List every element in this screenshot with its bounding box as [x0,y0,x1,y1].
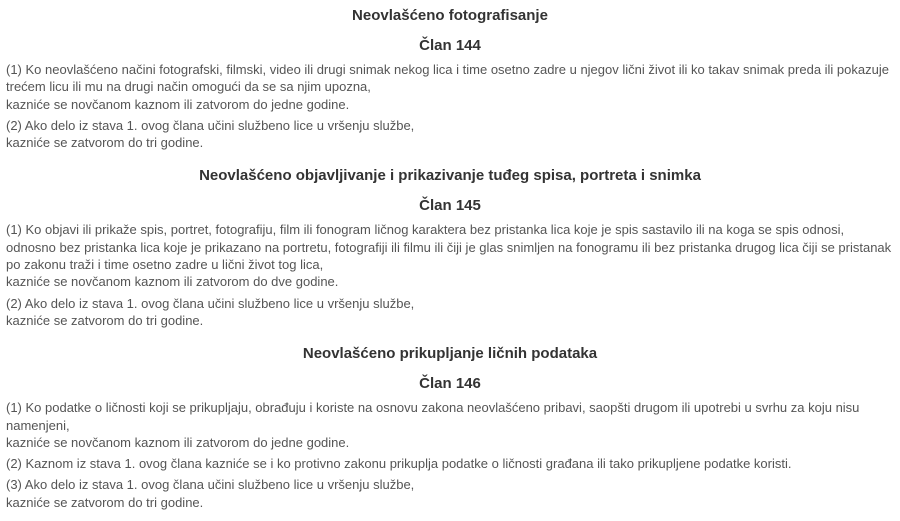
article-paragraph [6,476,894,511]
article-number: Član 145 [419,197,481,215]
paragraph-line: (3) Ako delo iz stava 1. ovog člana učini službeno lice u vršenju službe, [6,477,415,493]
article-paragraph [6,221,894,290]
paragraph-line: (2) Kaznom iz stava 1. ovog člana kazniće se i ko protivno zakonu prikuplja podatke o ličnosti građana ili tako prikupljene podatke koristi. [6,456,792,472]
article-paragraph [6,295,894,330]
paragraph-line: (1) Ko podatke o ličnosti koji se prikupljaju, obrađuju i koriste na osnovu zakona neovlašćeno pribavi, saopšti drugom ili upotrebi u svrhu za koju nisu namenjeni, [6,400,860,433]
article-title: Neovlašćeno fotografisanje [352,7,548,24]
paragraph-line: kazniće se novčanom kaznom ili zatvorom do jedne godine. [6,434,350,450]
article-title: Neovlašćeno prikupljanje ličnih podataka [302,345,598,363]
article-number: Član 144 [419,37,481,54]
paragraph-line: kazniće se novčanom kaznom ili zatvorom do dve godine. [6,274,339,290]
article-title: Neovlašćeno objavljivanje i prikazivanje tuđeg spisa, portreta i snimka [199,167,701,185]
article-section-144 [6,7,894,151]
article-paragraph [6,455,894,472]
article-paragraph [6,399,894,451]
paragraph-line: kazniće se zatvorom do tri godine. [6,135,204,151]
paragraph-line: kazniće se novčanom kaznom ili zatvorom do jedne godine. [6,96,350,112]
paragraph-line: (2) Ako delo iz stava 1. ovog člana učini službeno lice u vršenju službe, [6,117,415,133]
article-number: Član 146 [419,375,481,393]
paragraph-line: (2) Ako delo iz stava 1. ovog člana učini službeno lice u vršenju službe, [6,295,415,311]
article-section-145 [6,167,894,329]
paragraph-line: kazniće se zatvorom do tri godine. [6,494,204,510]
paragraph-line: (1) Ko neovlašćeno načini fotografski, filmski, video ili drugi snimak nekog lica i time osetno zadre u njegov lični život ili ko takav snimak preda ili pokazuje trećem licu ili mu na drugi način omogući da se sa njim upozna, [6,62,889,95]
article-paragraph [6,61,894,113]
paragraph-line: kazniće se zatvorom do tri godine. [6,312,204,328]
article-paragraph [6,117,894,152]
article-section-146 [6,345,894,511]
paragraph-line: (1) Ko objavi ili prikaže spis, portret, fotografiju, film ili fonogram ličnog karaktera bez pristanka lica koje je spis sastavilo ili na koga se spis odnosi, odnosno bez pristanka lica koje je prikazano na portretu, fotografiji ili filmu ili čiji je glas snimljen na fonogramu ili bez pristanka drugog lica čiji se pristanak po zakonu traži i time osetno zadre u lični život tog lica, [6,222,892,273]
